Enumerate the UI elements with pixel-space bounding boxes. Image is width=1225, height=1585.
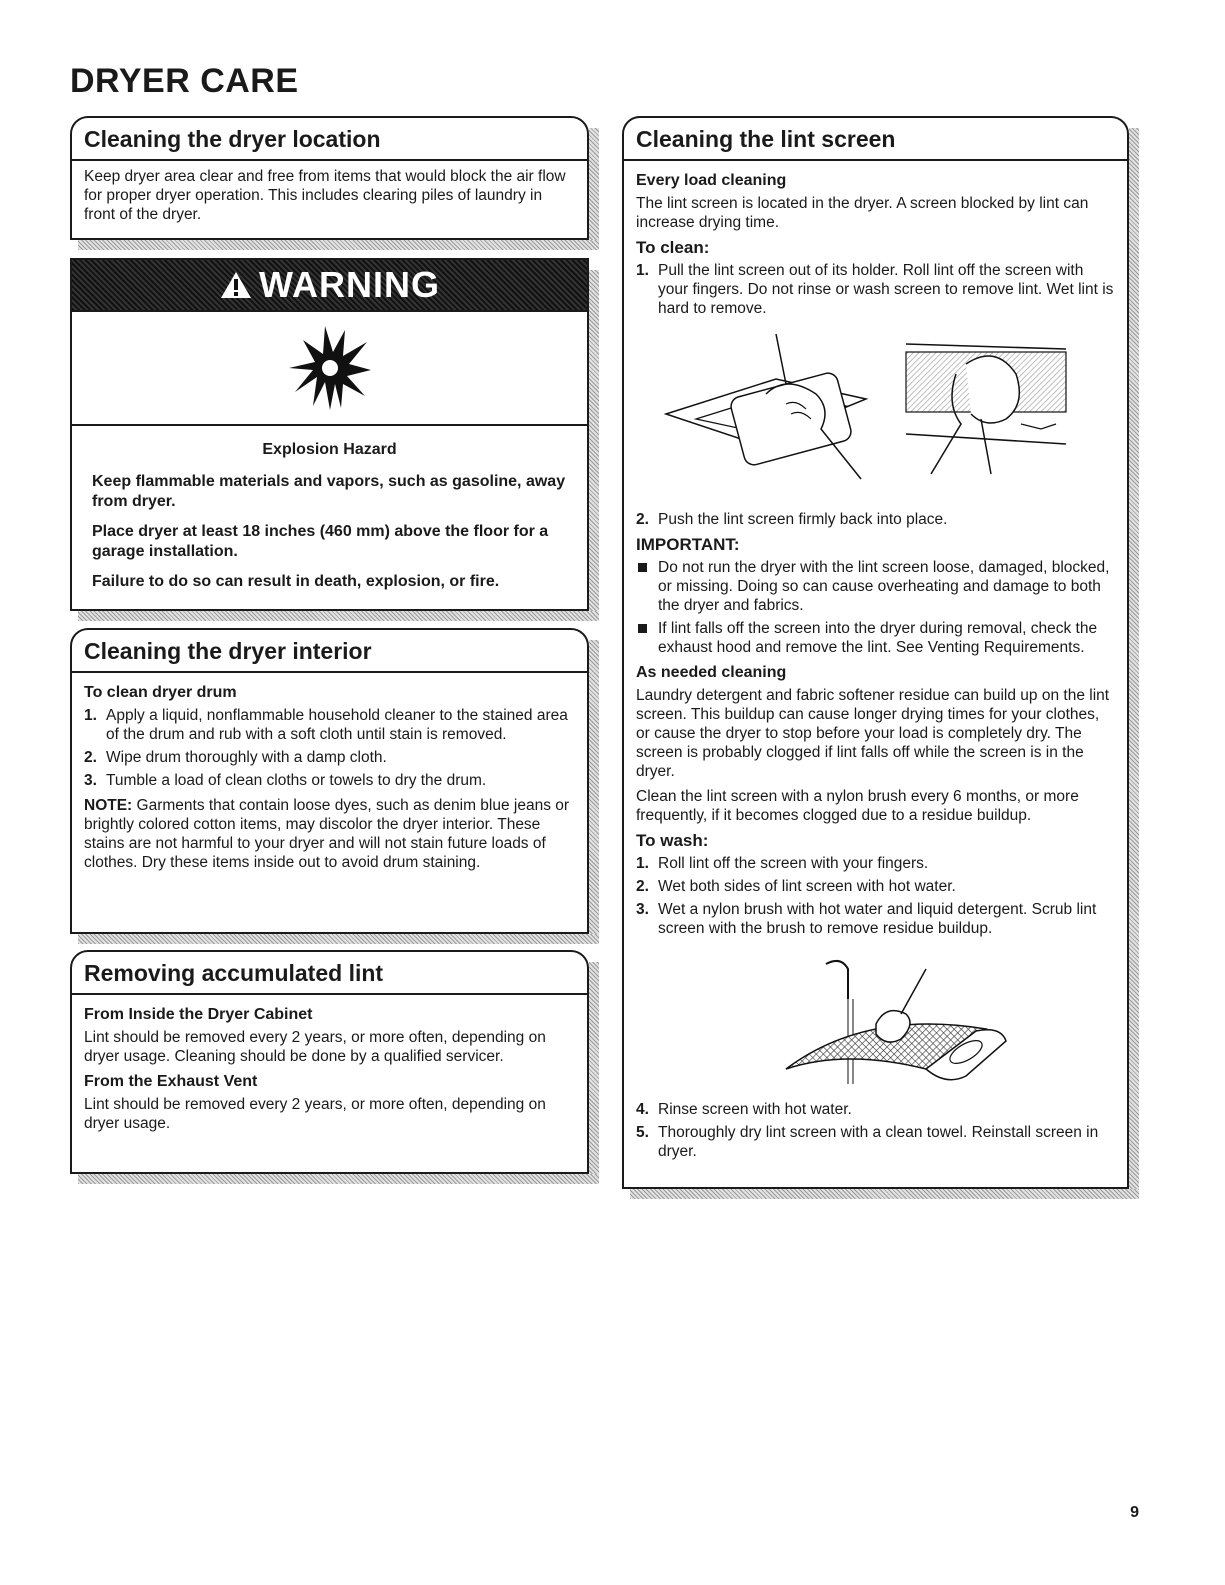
interior-note: NOTE: Garments that contain loose dyes, such as denim blue jeans or brightly colored cotton items, may discolor the dryer interior. These stains are not harmful to your dryer and will not stain future loads of clothes. Dry these items inside out to avoid drum staining. [84,797,570,871]
lint-removal-heading: Removing accumulated lint [72,952,587,995]
interior-subheading: To clean dryer drum [84,684,237,701]
lint-screen-section [622,116,1129,1189]
to-clean-heading: To clean: [636,238,710,257]
page-title: DRYER CARE [70,62,299,100]
important-list [636,558,1115,657]
list-item: 3. Wet a nylon brush with hot water and liquid detergent. Scrub lint screen with the brush to remove residue buildup. [636,901,1097,937]
warning-panel [70,258,589,611]
list-item: 2. Push the lint screen firmly back into place. [636,511,948,528]
page-number: 9 [1130,1504,1139,1521]
list-item: Do not run the dryer with the lint screen loose, damaged, blocked, or missing. Doing so can cause overheating and damage to both the dryer and fabrics. [636,558,1115,615]
as-needed-body: Clean the lint screen with a nylon brush every 6 months, or more frequently, if it becomes clogged due to a residue buildup. [636,788,1079,824]
warning-line: Keep flammable materials and vapors, such as gasoline, away from dryer. [92,473,566,510]
interior-heading: Cleaning the dryer interior [72,630,587,673]
list-item: 1. Roll lint off the screen with your fingers. [636,855,929,872]
explosion-icon [285,322,375,414]
list-item: 1. Apply a liquid, nonflammable household cleaner to the stained area of the drum and rub with a soft cloth until stain is removed. [84,707,568,743]
location-section [70,116,589,240]
every-load-body: The lint screen is located in the dryer. A screen blocked by lint can increase drying time. [636,195,1089,231]
lint-screen-washing-illustration [636,944,1106,1094]
list-item: 4. Rinse screen with hot water. [636,1101,852,1118]
lint-screen-heading: Cleaning the lint screen [624,118,1127,161]
warning-triangle-icon [219,270,253,300]
warning-line: Failure to do so can result in death, explosion, or fire. [92,573,500,590]
lint-removal-body2: Lint should be removed every 2 years, or more often, depending on dryer usage. [84,1096,546,1132]
list-item: If lint falls off the screen into the dryer during removal, check the exhaust hood and remove the lint. See Venting Requirements. [636,619,1115,657]
warning-banner [72,260,587,312]
important-heading: IMPORTANT: [636,535,740,554]
every-load-heading: Every load cleaning [636,172,787,189]
to-wash-heading: To wash: [636,831,709,850]
interior-section [70,628,589,934]
location-heading: Cleaning the dryer location [72,118,587,161]
warning-banner-text: WARNING [259,264,440,305]
lint-removal-section [70,950,589,1174]
as-needed-heading: As needed cleaning [636,664,787,681]
list-item: 1. Pull the lint screen out of its holder. Roll lint off the screen with your fingers. Do not rinse or wash screen to remove lint. Wet lint is hard to remove. [636,262,1114,317]
warning-line: Place dryer at least 18 inches (460 mm) above the floor for a garage installation. [92,523,549,560]
lint-removal-body1: Lint should be removed every 2 years, or more often, depending on dryer usage. Cleaning should be done by a qualified servicer. [84,1029,546,1065]
interior-steps [84,706,575,790]
list-item: 2. Wipe drum thoroughly with a damp cloth. [84,749,387,766]
list-item: 2. Wet both sides of lint screen with hot water. [636,878,956,895]
lint-screen-removal-illustration [636,324,1106,504]
wash-steps [636,854,1115,938]
list-item: 3. Tumble a load of clean cloths or towels to dry the drum. [84,772,487,789]
lint-removal-sub2: From the Exhaust Vent [84,1073,258,1090]
list-item: 5. Thoroughly dry lint screen with a clean towel. Reinstall screen in dryer. [636,1124,1099,1160]
as-needed-body: Laundry detergent and fabric softener residue can build up on the lint screen. This buildup can cause longer drying times for your clothes, or cause the dryer to stop before your load is completely dry. The screen is probably clogged if lint falls off while the screen is in the dryer. [636,687,1110,780]
warning-hazard-title: Explosion Hazard [262,441,397,458]
location-body: Keep dryer area clear and free from items that would block the air flow for proper dryer operation. This includes clearing piles of laundry in front of the dryer. [84,168,566,223]
lint-removal-sub1: From Inside the Dryer Cabinet [84,1006,313,1023]
